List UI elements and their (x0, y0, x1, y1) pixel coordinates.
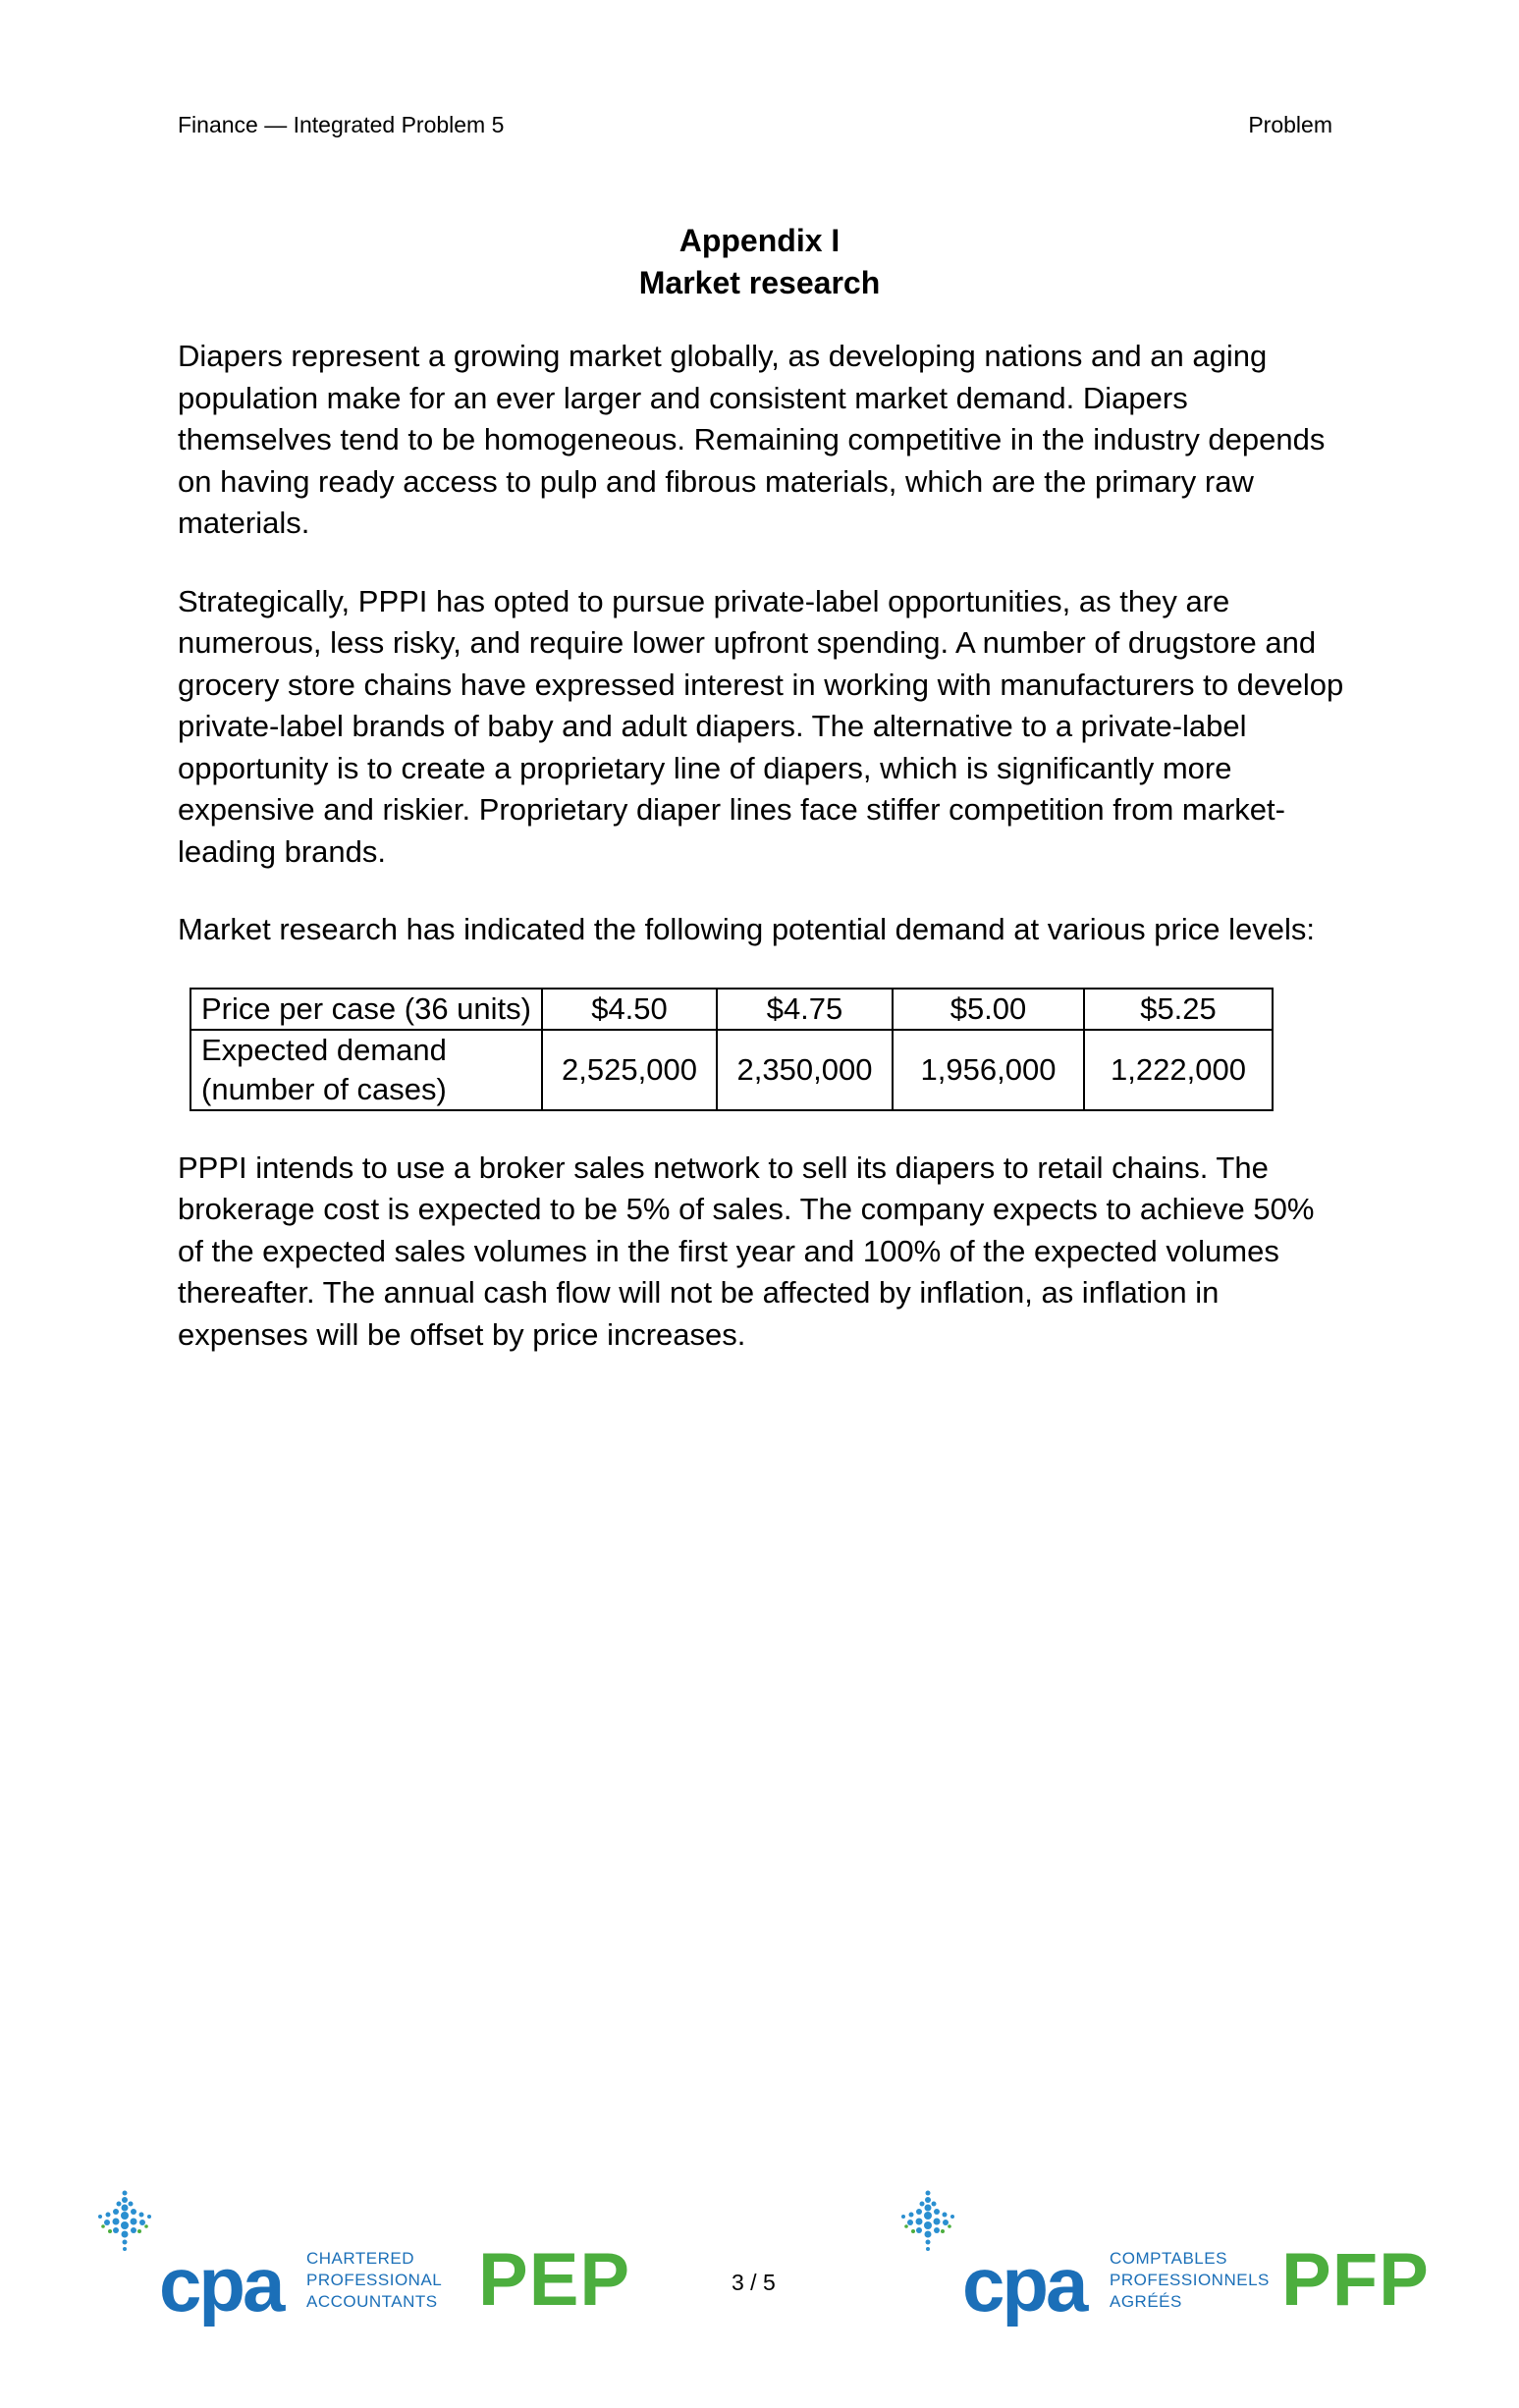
section-heading: Market research (638, 265, 881, 300)
table-cell-demand: 1,956,000 (893, 1030, 1084, 1110)
table-cell-demand: 2,525,000 (542, 1030, 717, 1110)
cpa-subtitle-line: COMPTABLES (1110, 2249, 1227, 2268)
table-cell-demand-label (190, 1030, 542, 1110)
cpa-subtitle (1110, 2248, 1270, 2313)
table-cell-price-label: Price per case (36 units) (190, 989, 542, 1030)
table-cell-price: $5.25 (1084, 989, 1273, 1030)
cpa-wordmark: cpa (159, 2241, 283, 2328)
cpa-subtitle-line: AGRÉÉS (1110, 2292, 1182, 2311)
paragraph-broker-network: PPPI intends to use a broker sales network to sell its diapers to retail chains. The brokerage cost is expected to be 5% of sales. The company expects to achieve 50% of the expected sales volumes in the first year and 100% of the expected volumes thereafter. The annual cash flow will not be affected by inflation, as inflation in expenses will be offset by price increases. (178, 1150, 1315, 1352)
cpa-subtitle (306, 2248, 442, 2313)
table-cell-price: $4.50 (542, 989, 717, 1030)
table-cell-price: $4.75 (717, 989, 893, 1030)
table-cell-price: $5.00 (893, 989, 1084, 1030)
program-wordmark: PFP (1281, 2238, 1430, 2322)
appendix-label: Appendix I (678, 223, 841, 258)
demand-label-line2: (number of cases) (201, 1071, 447, 1106)
cpa-subtitle-line: ACCOUNTANTS (306, 2292, 438, 2311)
paragraph-table-intro: Market research has indicated the following potential demand at various price levels: (178, 912, 1315, 946)
maple-leaf-icon (894, 2187, 962, 2256)
table-row (190, 1030, 1273, 1110)
table-row (190, 989, 1273, 1030)
body-content (178, 336, 1346, 1392)
page-number: 3 / 5 (732, 2270, 776, 2295)
cpa-subtitle-line: PROFESSIONNELS (1110, 2271, 1270, 2289)
running-header-right: Problem (1248, 112, 1332, 137)
demand-table (190, 988, 1274, 1111)
appendix-title-block (0, 220, 1519, 304)
paragraph-strategy: Strategically, PPPI has opted to pursue private-label opportunities, as they are numerous, less risky, and require lower upfront spending. A number of drugstore and grocery store chains have expressed interest in working with manufacturers to develop private-label brands of baby and adult diapers. The alternative to a private-label opportunity is to create a proprietary line of diapers, which is significantly more expensive and riskier. Proprietary diaper lines face stiffer competition from market-leading brands. (178, 583, 1344, 869)
cpa-subtitle-line: PROFESSIONAL (306, 2271, 443, 2289)
page-footer (0, 2187, 1519, 2334)
maple-leaf-icon (90, 2187, 159, 2256)
paragraph-market-overview: Diapers represent a growing market globally, as developing nations and an aging population make for an ever larger and consistent market demand. Diapers themselves tend to be homogeneous. Remaining competitive in the industry depends on having ready access to pulp and fibrous materials, which are the primary raw materials. (178, 339, 1326, 540)
cpa-subtitle-line: CHARTERED (306, 2249, 414, 2268)
table-cell-demand: 1,222,000 (1084, 1030, 1273, 1110)
cpa-wordmark: cpa (962, 2241, 1086, 2328)
demand-label-line1: Expected demand (201, 1032, 447, 1067)
table-cell-demand: 2,350,000 (717, 1030, 893, 1110)
running-header-left: Finance — Integrated Problem 5 (178, 112, 505, 137)
program-wordmark: PEP (478, 2238, 631, 2322)
